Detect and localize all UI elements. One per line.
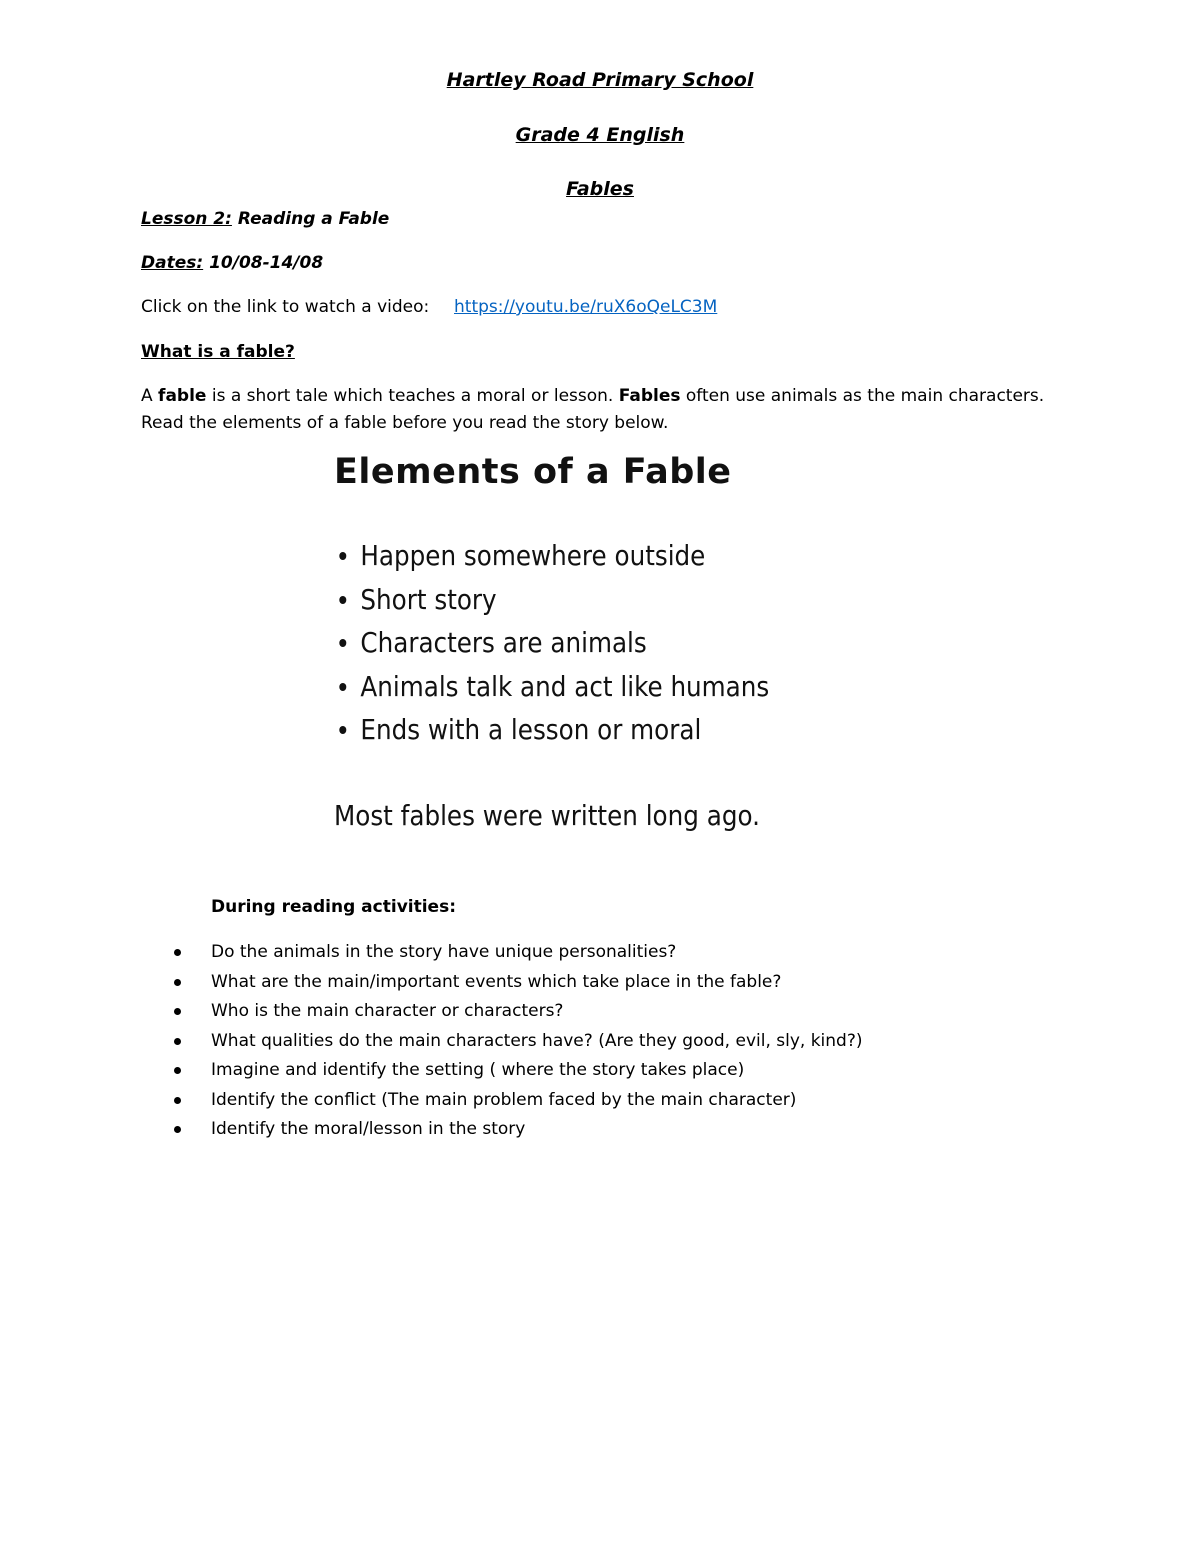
what-is-heading: What is a fable? xyxy=(141,342,295,362)
dates-line xyxy=(141,252,323,274)
bullet-icon xyxy=(174,1008,181,1015)
bullet-icon xyxy=(174,979,181,986)
bullet-icon xyxy=(174,1097,181,1104)
list-item: What are the main/important events which take place in the fable? xyxy=(172,968,863,998)
list-item: What qualities do the main characters have? (Are they good, evil, sly, kind?) xyxy=(172,1027,863,1057)
list-item: Imagine and identify the setting ( where the story takes place) xyxy=(172,1056,863,1086)
elements-title: Elements of a Fable xyxy=(334,452,732,492)
list-item: Identify the conflict (The main problem faced by the main character) xyxy=(172,1086,863,1116)
elements-list-item: Happen somewhere outside xyxy=(334,534,769,578)
para-bold-fable: fable xyxy=(158,386,207,406)
elements-list xyxy=(334,534,829,752)
bullet-icon xyxy=(339,683,346,691)
para-bold-fables: Fables xyxy=(618,386,681,406)
elements-list-item: Short story xyxy=(334,578,769,622)
video-link-row xyxy=(141,296,718,318)
list-item: Identify the moral/lesson in the story xyxy=(172,1115,863,1145)
bullet-icon xyxy=(174,1126,181,1133)
elements-list-item: Ends with a lesson or moral xyxy=(334,708,769,752)
para-text-c: is a short tale which teaches a moral or lesson. xyxy=(206,386,619,406)
activities-heading: During reading activities: xyxy=(211,897,456,917)
bullet-icon xyxy=(174,1067,181,1074)
video-prompt: Click on the link to watch a video: xyxy=(141,297,430,317)
bullet-icon xyxy=(339,726,346,734)
dates-label: Dates: xyxy=(141,253,204,273)
bullet-icon xyxy=(339,596,346,604)
bullet-icon xyxy=(174,1038,181,1045)
list-item: Who is the main character or characters? xyxy=(172,997,863,1027)
school-title: Hartley Road Primary School xyxy=(446,69,754,91)
para-text-e: often use animals as the main characters. Read the elements of a fable before you read the story below. xyxy=(141,386,1045,433)
elements-of-fable-image xyxy=(330,446,780,846)
lesson-line xyxy=(141,208,389,230)
elements-list-item: Animals talk and act like humans xyxy=(334,665,769,709)
grade-title: Grade 4 English xyxy=(515,124,685,146)
para-text-a: A xyxy=(141,386,159,406)
bullet-icon xyxy=(339,639,346,647)
lesson-label: Lesson 2: xyxy=(141,209,232,229)
dates-value: 10/08-14/08 xyxy=(203,253,324,273)
elements-list-item: Characters are animals xyxy=(334,621,769,665)
video-link[interactable]: https://youtu.be/ruX6oQeLC3M xyxy=(454,297,718,317)
bullet-icon xyxy=(174,949,181,956)
bullet-icon xyxy=(339,552,346,560)
lesson-value: Reading a Fable xyxy=(231,209,390,229)
list-item: Do the animals in the story have unique personalities? xyxy=(172,938,863,968)
elements-footer: Most fables were written long ago. xyxy=(334,799,760,832)
fable-definition-paragraph xyxy=(141,383,1071,437)
topic-title: Fables xyxy=(566,178,634,200)
activities-list xyxy=(172,938,863,1145)
